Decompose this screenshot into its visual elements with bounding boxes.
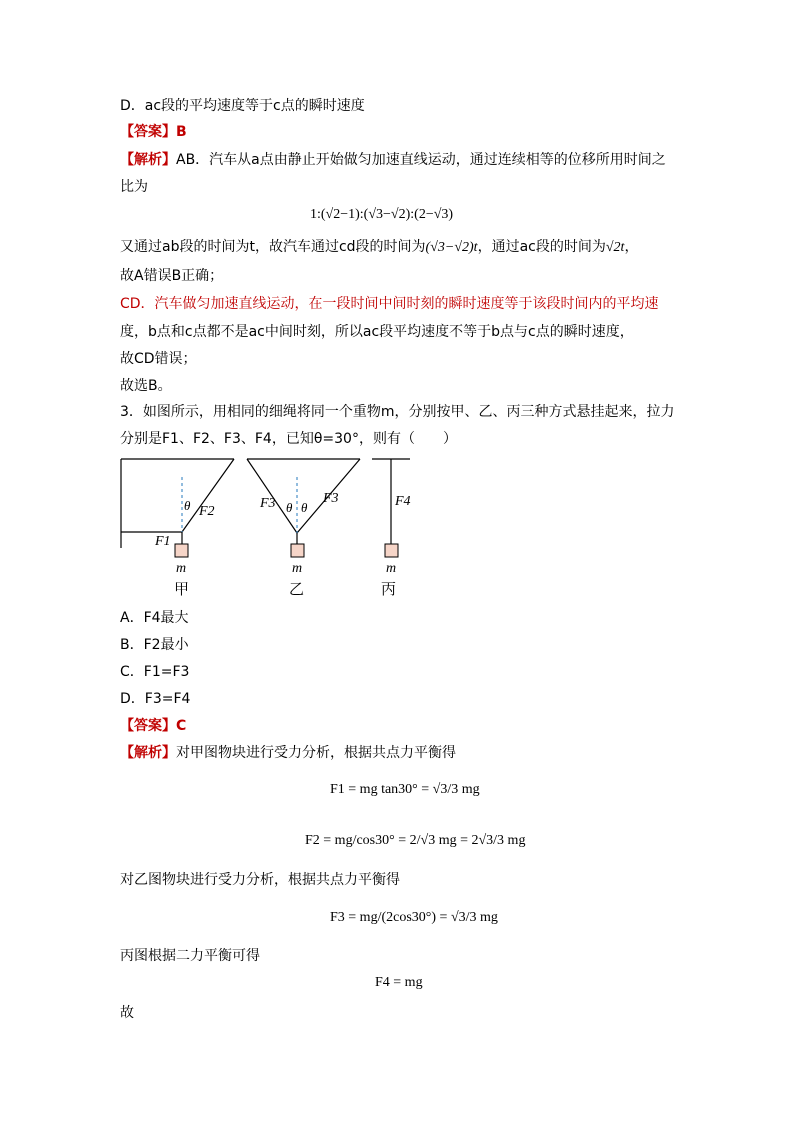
analysis-ab-text-3a: 又通过ab段的时间为t，故汽车通过cd段的时间为 — [120, 239, 426, 255]
f2-label: F2 — [199, 504, 215, 519]
q3-stem-line-2: 分别是F1、F2、F3、F4，已知θ=30°，则有（ ） — [120, 431, 457, 447]
answer-value-q3: C — [176, 718, 187, 734]
jia-label: 甲 — [174, 582, 190, 598]
ac-time-expr: √2t — [605, 240, 625, 255]
analysis-ab-line-4: 故A错误B正确； — [120, 268, 224, 284]
analysis-ab-text-3c: ， — [624, 239, 639, 255]
q3-option-b: B．F2最小 — [120, 637, 189, 653]
answer-label-q3: 【答案】 — [120, 718, 176, 734]
analysis-text-q3-1: 对甲图物块进行受力分析，根据共点力平衡得 — [176, 745, 456, 761]
figure-jia — [121, 459, 234, 548]
f3-label-right: F3 — [323, 491, 339, 506]
analysis-line-q3-1 — [120, 743, 456, 763]
f4-label: F4 — [395, 494, 411, 509]
theta-label-jia: θ — [184, 498, 191, 513]
q3-option-c: C．F1=F3 — [120, 664, 190, 680]
q3-stem-line-1: 3．如图所示，用相同的细绳将同一个重物m，分别按甲、乙、丙三种方式悬挂起来，拉力 — [120, 404, 675, 420]
analysis-line-q3-4: 故 — [120, 1005, 134, 1021]
analysis-ab-text-1: AB．汽车从a点由静止开始做匀加速直线运动，通过连续相等的位移所用时间之 — [176, 152, 666, 168]
analysis-ab-line-2: 比为 — [120, 179, 148, 195]
mass-block-jia — [175, 544, 188, 557]
analysis-ab-line-1 — [120, 150, 666, 170]
mass-block-yi — [291, 544, 304, 557]
conclusion-q2: 故选B。 — [120, 378, 172, 394]
q3-figure — [110, 455, 430, 605]
theta-label-yi-right: θ — [301, 500, 308, 515]
option-d-q2: D．ac段的平均速度等于c点的瞬时速度 — [120, 98, 365, 114]
analysis-cd-line-1: CD．汽车做匀加速直线运动，在一段时间中间时刻的瞬时速度等于该段时间内的平均速 — [120, 296, 659, 312]
equation-f1: F1 = mg tan30° = √3/3 mg — [330, 782, 480, 797]
answer-line-q3 — [120, 716, 186, 736]
analysis-ab-text-3b: ，通过ac段的时间为 — [477, 239, 606, 255]
q3-option-d: D．F3=F4 — [120, 691, 191, 707]
ratio-formula: 1:(√2−1):(√3−√2):(2−√3) — [310, 207, 454, 222]
mass-block-bing — [385, 544, 398, 557]
equation-f3: F3 = mg/(2cos30°) = √3/3 mg — [330, 910, 498, 925]
analysis-label-q3: 【解析】 — [120, 745, 176, 761]
mass-label-jia: m — [176, 561, 187, 576]
mass-label-bing: m — [386, 561, 397, 576]
analysis-line-q3-2: 对乙图物块进行受力分析，根据共点力平衡得 — [120, 872, 400, 888]
analysis-cd-line-2: 度，b点和c点都不是ac中间时刻，所以ac段平均速度不等于b点与c点的瞬时速度， — [120, 324, 634, 340]
mass-label-yi: m — [292, 561, 303, 576]
analysis-label: 【解析】 — [120, 152, 176, 168]
answer-value: B — [176, 124, 187, 140]
f1-label: F1 — [155, 534, 171, 549]
equation-f4: F4 = mg — [375, 975, 423, 990]
f3-label-left: F3 — [260, 496, 276, 511]
q3-option-a: A．F4最大 — [120, 610, 189, 626]
theta-label-yi-left: θ — [286, 500, 293, 515]
analysis-line-q3-3: 丙图根据二力平衡可得 — [120, 948, 260, 964]
analysis-cd-line-3: 故CD错误； — [120, 351, 197, 367]
yi-label: 乙 — [289, 582, 305, 598]
answer-line-q2 — [120, 122, 187, 142]
cd-time-expr: (√3−√2)t — [425, 240, 478, 255]
answer-label: 【答案】 — [120, 124, 176, 140]
analysis-ab-line-3 — [120, 237, 638, 258]
bing-label: 丙 — [381, 582, 397, 598]
equation-f2: F2 = mg/cos30° = 2/√3 mg = 2√3/3 mg — [305, 833, 526, 848]
